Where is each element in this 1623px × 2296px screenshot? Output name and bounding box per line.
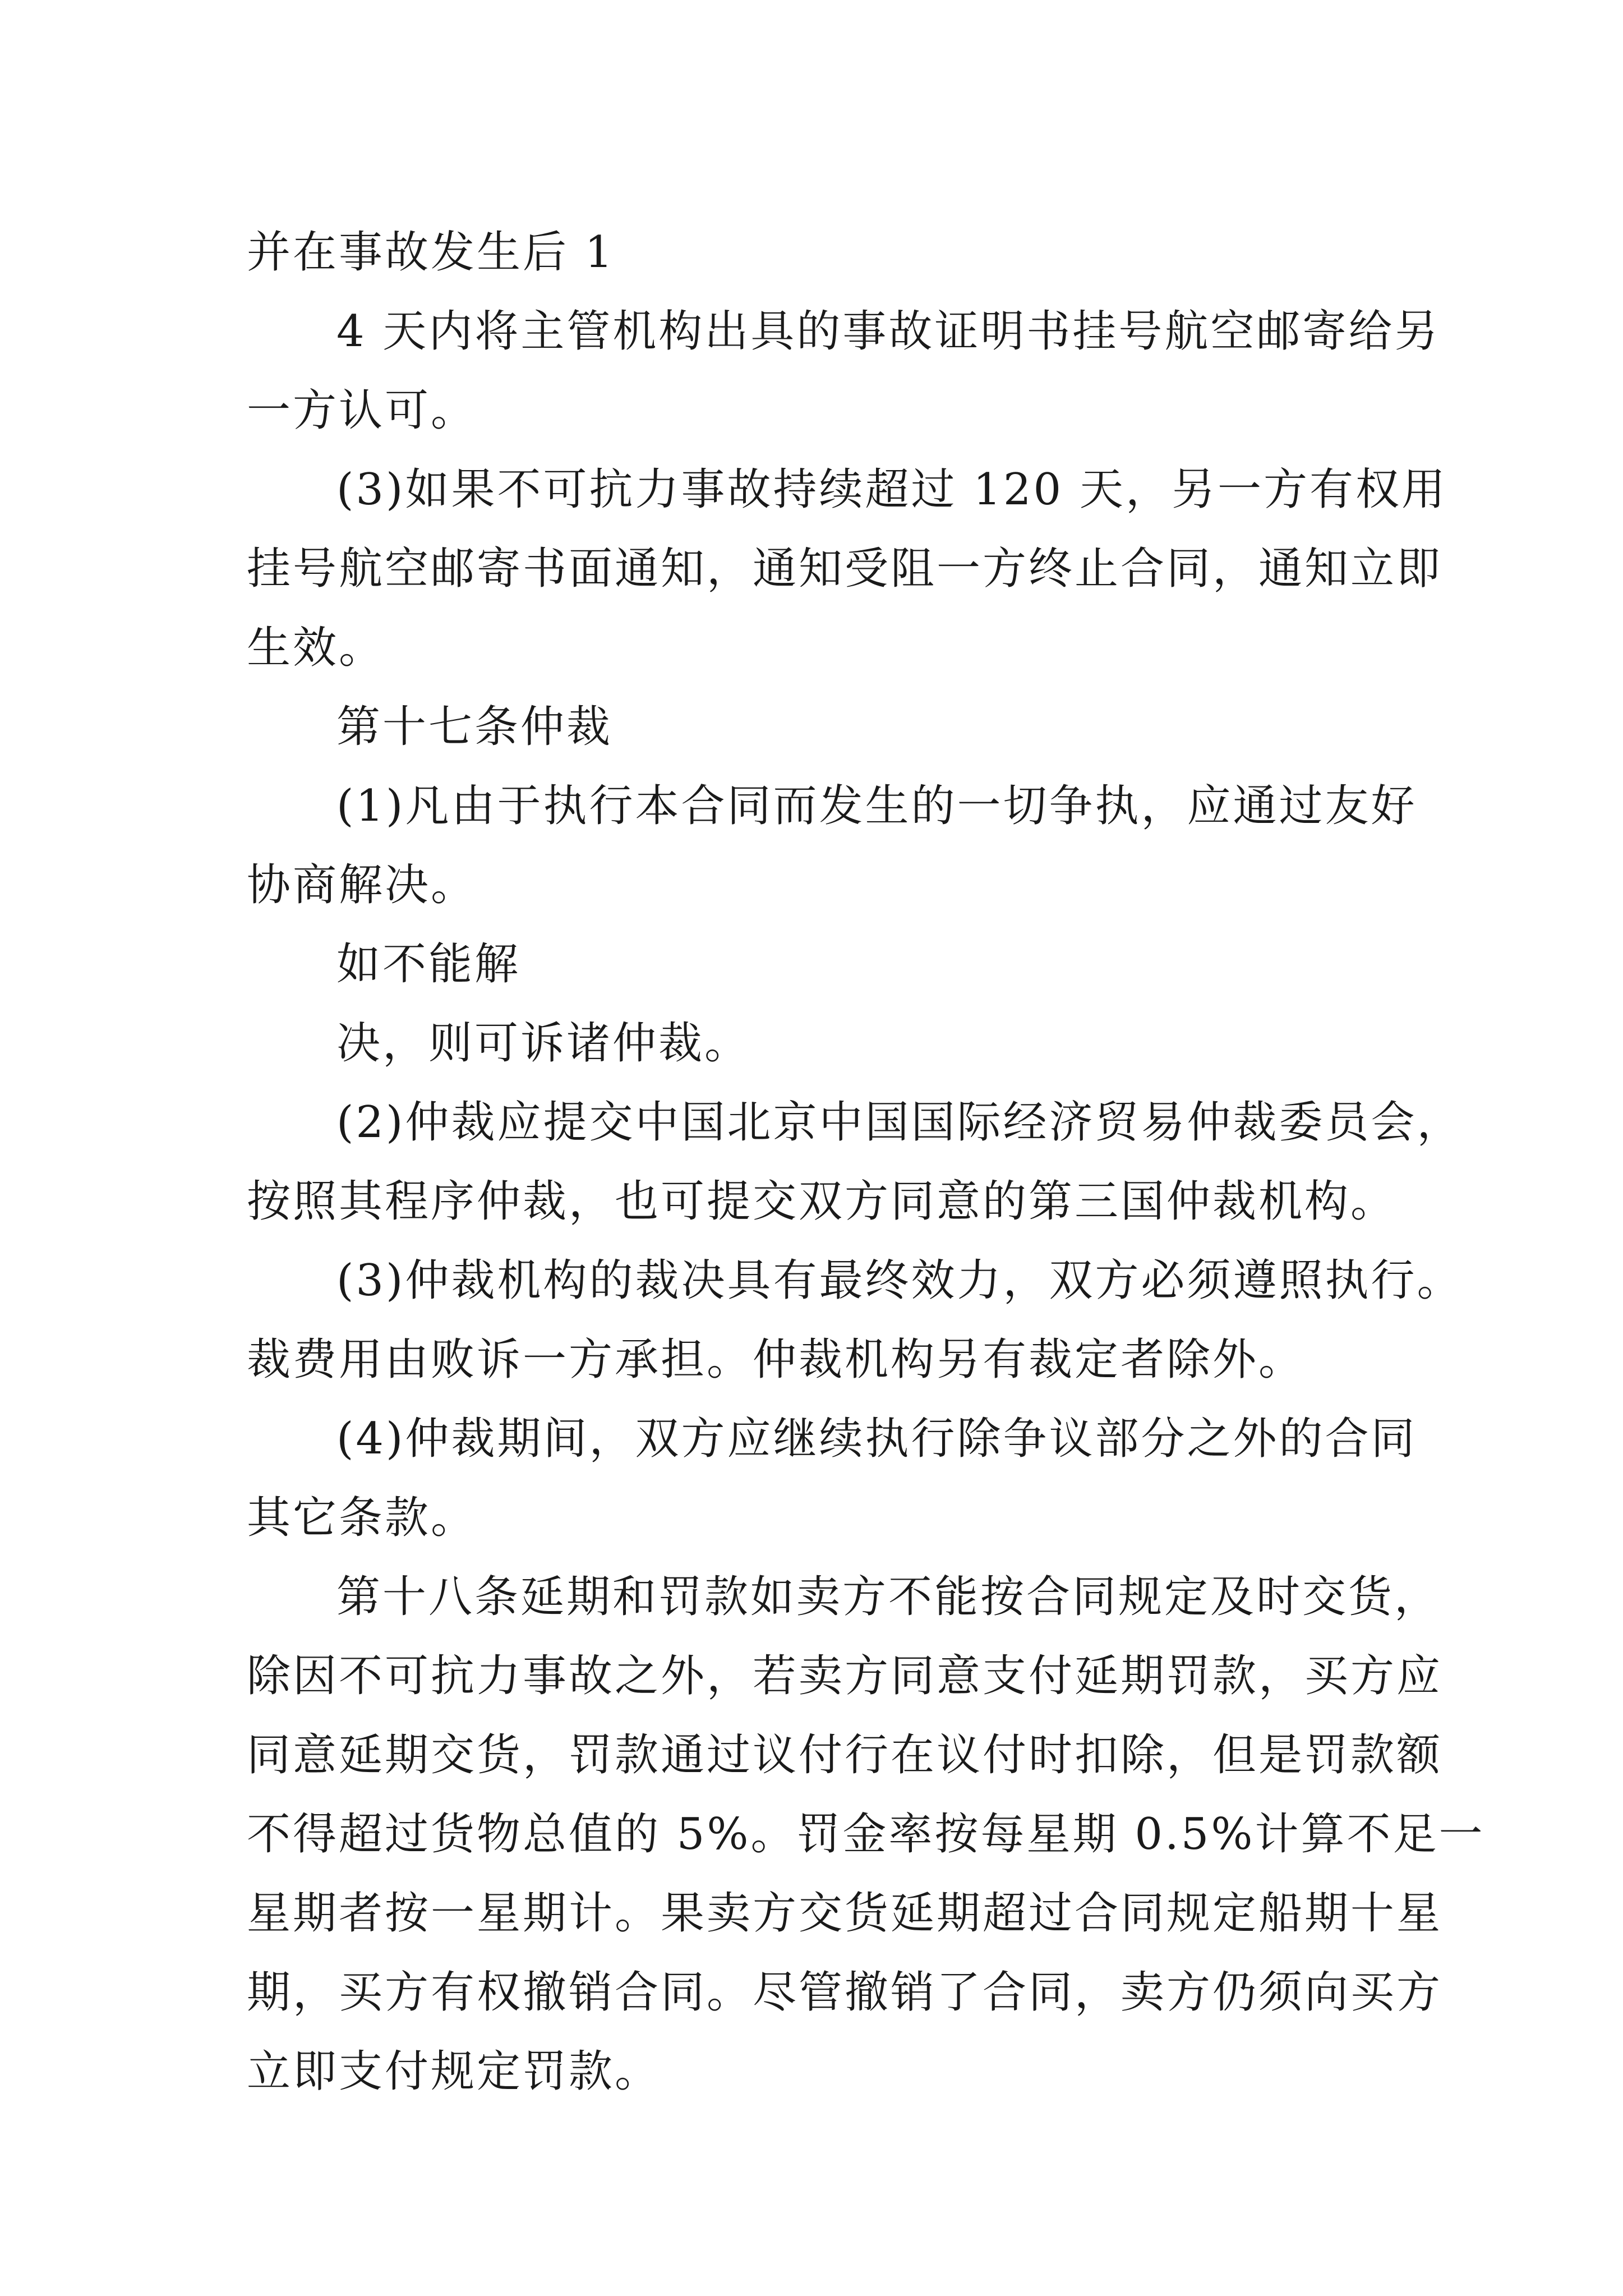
text-line: 生效。 bbox=[247, 623, 385, 673]
text-line: 如不能解 bbox=[336, 939, 521, 990]
text-line: 其它条款。 bbox=[247, 1493, 477, 1543]
section-heading: 第十八条延期和罚款如卖方不能按合同规定及时交货， bbox=[336, 1572, 1441, 1622]
text-line: 4 天内将主管机构出具的事故证明书挂号航空邮寄给另 bbox=[336, 306, 1441, 357]
text-line: (3)仲裁机构的裁决具有最终效力，双方必须遵照执行。 bbox=[336, 1255, 1463, 1306]
text-line: (4)仲裁期间，双方应继续执行除争议部分之外的合同 bbox=[336, 1414, 1417, 1464]
text-line: 裁费用由败诉一方承担。仲裁机构另有裁定者除外。 bbox=[247, 1335, 1305, 1385]
text-line: (3)如果不可抗力事故持续超过 120 天，另一方有权用 bbox=[336, 464, 1447, 515]
text-line: 星期者按一星期计。果卖方交货延期超过合同规定船期十星 bbox=[247, 1888, 1443, 1939]
text-line: 立即支付规定罚款。 bbox=[247, 2046, 661, 2097]
text-line: 协商解决。 bbox=[247, 860, 477, 910]
text-line: 一方认可。 bbox=[247, 385, 477, 436]
text-line: 并在事故发生后 1 bbox=[247, 227, 615, 278]
text-line: 决，则可诉诸仲裁。 bbox=[336, 1018, 751, 1069]
text-line: 按照其程序仲裁，也可提交双方同意的第三国仲裁机构。 bbox=[247, 1176, 1397, 1227]
text-line: (2)仲裁应提交中国北京中国国际经济贸易仲裁委员会， bbox=[336, 1097, 1463, 1148]
text-line: 除因不可抗力事故之外，若卖方同意支付延期罚款，买方应 bbox=[247, 1651, 1443, 1701]
text-line: 不得超过货物总值的 5%。罚金率按每星期 0.5%计算不足一 bbox=[247, 1809, 1485, 1860]
section-heading: 第十七条仲裁 bbox=[336, 702, 613, 752]
text-line: 挂号航空邮寄书面通知，通知受阻一方终止合同，通知立即 bbox=[247, 544, 1443, 594]
text-line: 同意延期交货，罚款通过议付行在议付时扣除，但是罚款额 bbox=[247, 1730, 1443, 1780]
text-line: (1)凡由于执行本合同而发生的一切争执，应通过友好 bbox=[336, 781, 1417, 831]
text-line: 期，买方有权撤销合同。尽管撤销了合同，卖方仍须向买方 bbox=[247, 1967, 1443, 2018]
document-body bbox=[247, 213, 1485, 2111]
